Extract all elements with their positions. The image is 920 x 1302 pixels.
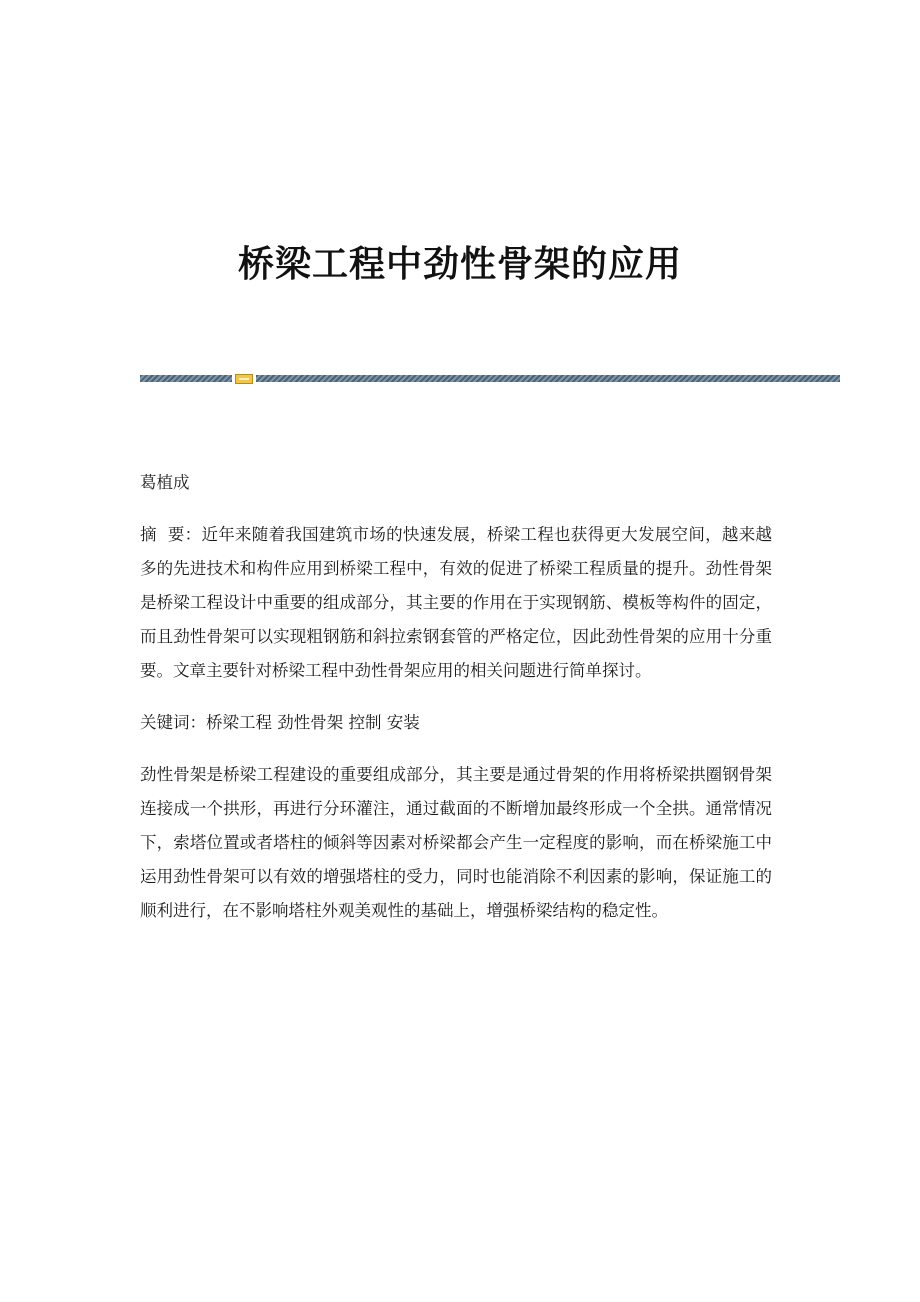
divider-ornament-icon	[235, 374, 253, 384]
document-content	[140, 466, 772, 928]
document-title: 桥梁工程中劲性骨架的应用	[237, 243, 682, 286]
divider-bar-right	[256, 375, 840, 382]
abstract-paragraph	[140, 518, 772, 688]
body-paragraph: 劲性骨架是桥梁工程建设的重要组成部分，其主要是通过骨架的作用将桥梁拱圈钢骨架连接成一个拱形，再进行分环灌注，通过截面的不断增加最终形成一个全拱。通常情况下，索塔位置或者塔柱的倾斜等因素对桥梁都会产生一定程度的影响，而在桥梁施工中运用劲性骨架可以有效的增强塔柱的受力，同时也能消除不利因素的影响，保证施工的顺利进行，在不影响塔柱外观美观性的基础上，增强桥梁结构的稳定性。	[140, 765, 772, 920]
author-name: 葛植成	[140, 473, 190, 492]
abstract-text: 近年来随着我国建筑市场的快速发展，桥梁工程也获得更大发展空间，越来越多的先进技术和构件应用到桥梁工程中，有效的促进了桥梁工程质量的提升。劲性骨架是桥梁工程设计中重要的组成部分，其主要的作用在于实现钢筋、模板等构件的固定，而且劲性骨架可以实现粗钢筋和斜拉索钢套管的严格定位，因此劲性骨架的应用十分重要。文章主要针对桥梁工程中劲性骨架应用的相关问题进行简单探讨。	[140, 525, 772, 680]
title-divider	[140, 374, 840, 384]
abstract-label: 摘 要：	[140, 525, 202, 544]
keywords-text: 桥梁工程 劲性骨架 控制 安装	[206, 713, 420, 732]
keywords-line	[140, 706, 772, 740]
keywords-label: 关键词：	[140, 713, 206, 732]
divider-bar-left	[140, 375, 232, 382]
